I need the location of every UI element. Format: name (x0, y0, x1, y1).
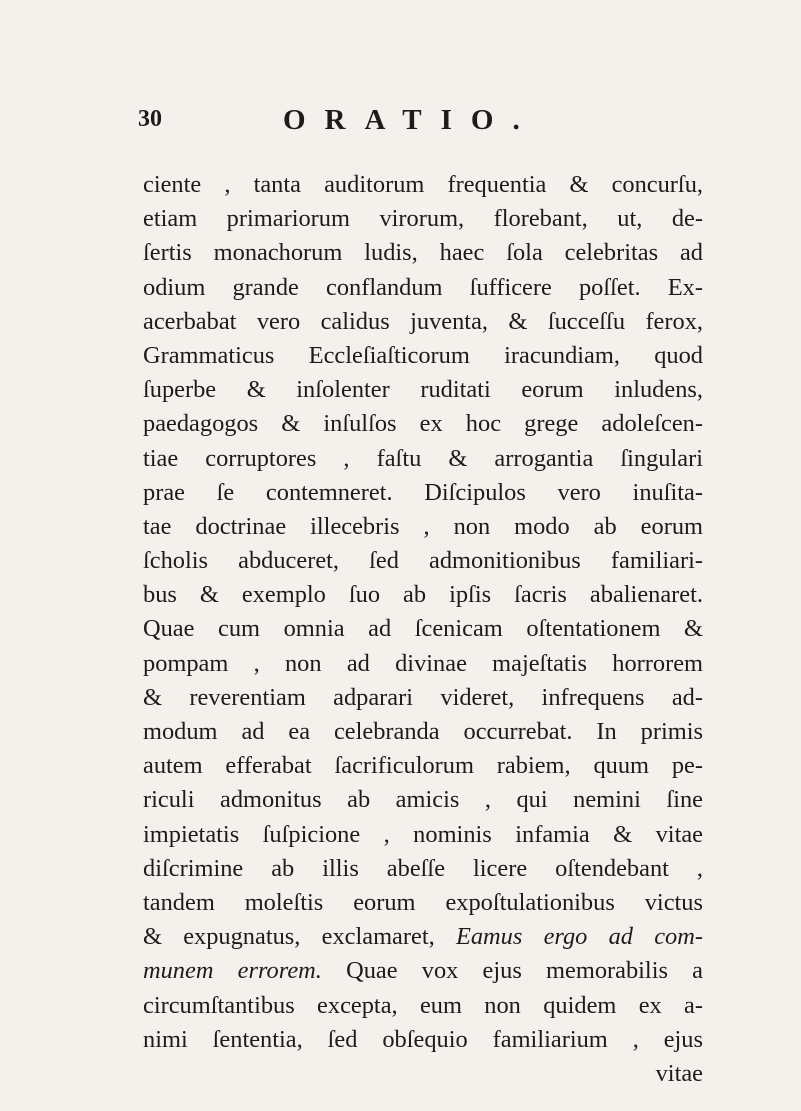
text-segment: Quae vox ejus memorabilis a (346, 957, 704, 985)
text-line: tiae corruptores , faſtu & arrogantia ſingulari (143, 444, 703, 472)
text-line: bus & exemplo ſuo ab ipſis ſacris abalienaret. (143, 581, 703, 609)
italic-quote: Eamus ergo ad com- (455, 923, 703, 951)
text-line: prae ſe contemneret. Diſcipulos vero inuſita- (143, 478, 703, 506)
text-line: ciente , tanta auditorum frequentia & concurſu, (143, 171, 703, 198)
text-line-with-quote (143, 954, 703, 988)
text-line: ſertis monachorum ludis, haec ſola celebritas ad (143, 239, 703, 267)
text-line: tae doctrinae illecebris , non modo ab eorum (143, 512, 703, 540)
page-header (138, 100, 698, 140)
text-line: tandem moleſtis eorum expoſtulationibus victus (143, 888, 703, 916)
text-line: nimi ſententia, ſed obſequio familiarium , ejus (143, 1025, 703, 1053)
body-text (143, 168, 703, 1091)
text-line: pompam , non ad divinae majeſtatis horrorem (143, 649, 703, 677)
text-line: etiam primariorum virorum, florebant, ut, de- (143, 205, 703, 233)
italic-quote: munem errorem. (143, 957, 322, 985)
text-line: modum ad ea celebranda occurrebat. In primis (143, 718, 703, 745)
page-number: 30 (138, 106, 162, 132)
text-line: acerbabat vero calidus juventa, & ſucceſſu ferox, (143, 307, 703, 335)
text-line: Quae cum omnia ad ſcenicam oſtentationem & (143, 615, 703, 643)
running-title: ORATIO. (283, 104, 539, 136)
text-line: Grammaticus Eccleſiaſticorum iracundiam, quod (143, 341, 703, 369)
text-line: paedagogos & inſulſos ex hoc grege adoleſcen- (143, 410, 703, 438)
text-line: diſcrimine ab illis abeſſe licere oſtendebant , (143, 854, 703, 882)
text-line: impietatis ſuſpicione , nominis infamia & vitae (143, 820, 703, 848)
text-line: ſcholis abduceret, ſed admonitionibus familiari- (143, 547, 703, 575)
text-line: & reverentiam adparari videret, infrequens ad- (143, 683, 703, 711)
text-line: autem efferabat ſacrificulorum rabiem, quum pe- (143, 752, 703, 780)
text-line: odium grande conflandum ſufficere poſſet. Ex- (143, 273, 703, 301)
catchword: vitae (655, 1059, 703, 1087)
text-line-with-quote (143, 920, 703, 954)
text-line: ſuperbe & inſolenter ruditati eorum inludens, (143, 376, 703, 404)
text-line: riculi admonitus ab amicis , qui nemini ſine (143, 786, 703, 814)
text-line: circumſtantibus excepta, eum non quidem ex a- (143, 991, 703, 1019)
text-segment: & expugnatus, exclamaret, (143, 923, 435, 951)
